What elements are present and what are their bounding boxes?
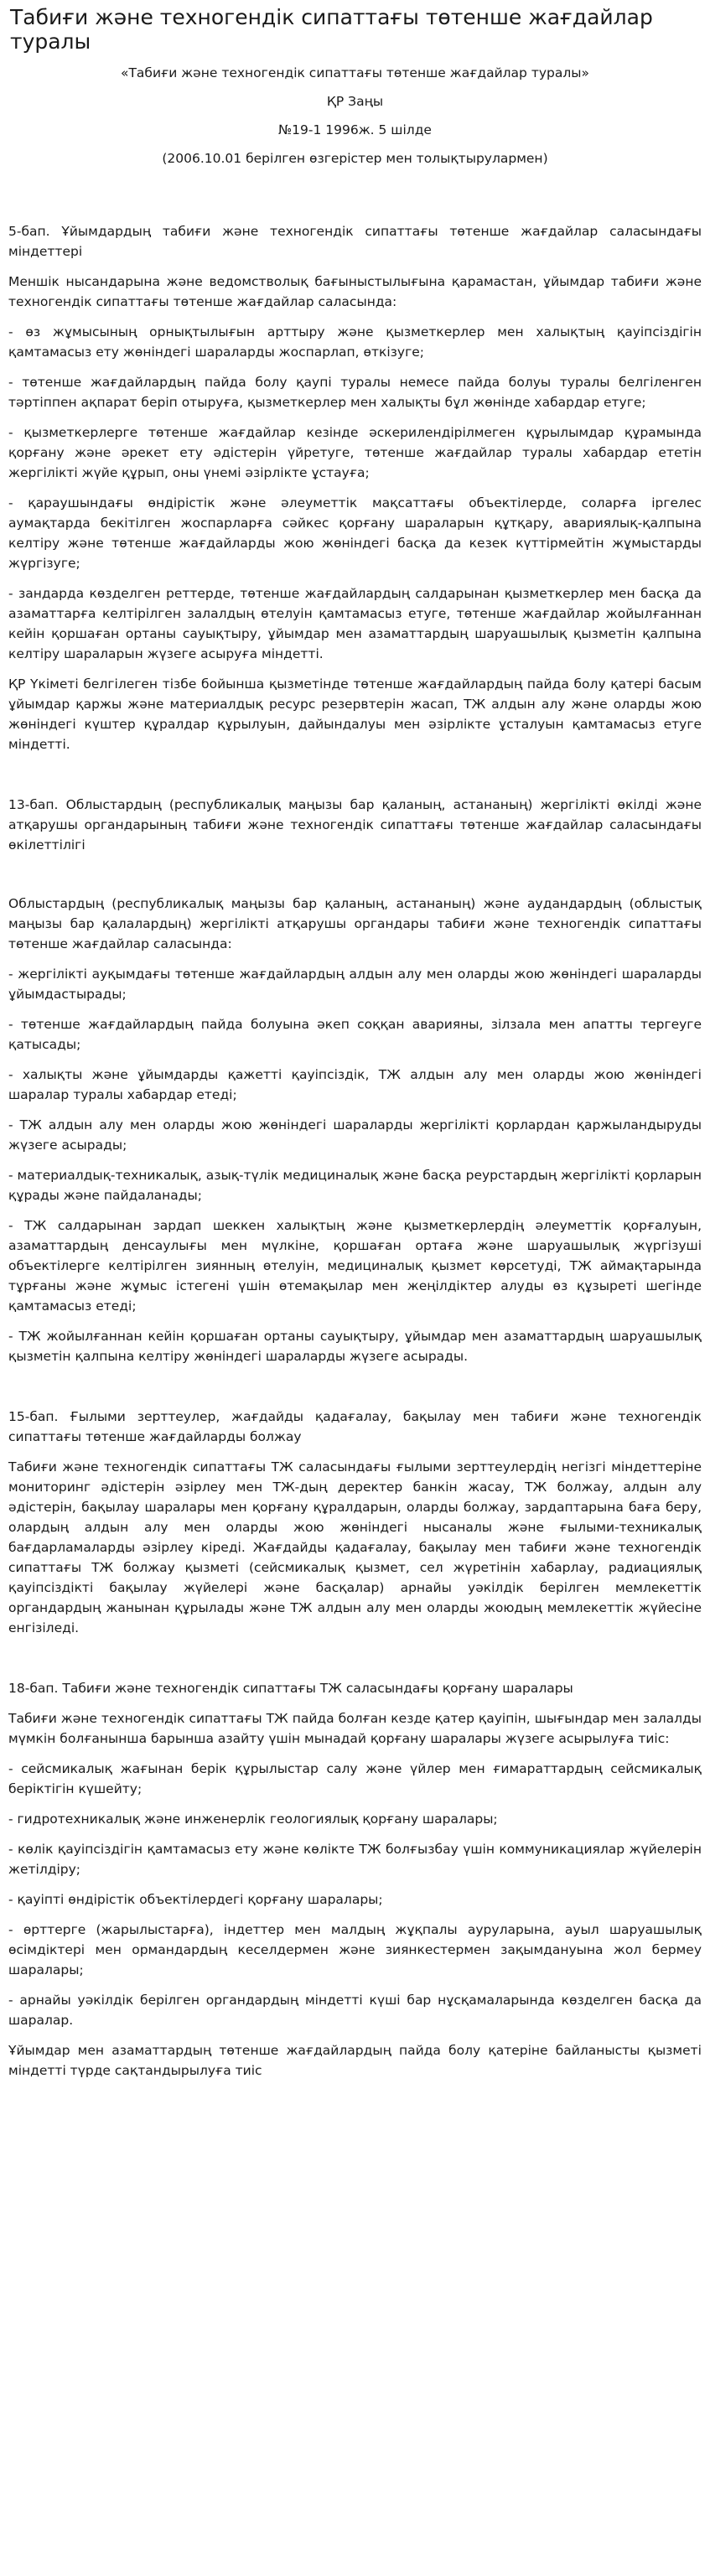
article-paragraph: - сейсмикалық жағынан берік құрылыстар салу және үйлер мен ғимараттардың сейсмикалық беріктігін күшейту; (8, 1761, 702, 1796)
article-paragraph: - өрттерге (жарылыстарға), індеттер мен малдың жұқпалы ауруларына, ауыл шаруашылық өсімдіктері мен ормандардың кеселдермен және зиянкестермен зақымдануына жол бермеу шаралары; (8, 1922, 702, 1977)
article-paragraph: - материалдық-техникалық, азық-түлік медициналық және басқа реурстардың жергілікті қорларын құрады және пайдаланады; (8, 1168, 702, 1203)
article-section (8, 795, 702, 1366)
article-title: 18-бап. Табиғи және техногендік сипаттағы ТЖ саласындағы қорғану шаралары (8, 1681, 573, 1696)
article-paragraph: - төтенше жағдайлардың пайда болуына әкеп соққан аварияны, зілзала мен апатты тергеуге қатысады; (8, 1017, 702, 1052)
article-paragraph: - қауіпті өндірістік объектілердегі қорғану шаралары; (8, 1892, 383, 1907)
article-paragraph: - ТЖ алдын алу мен оларды жою жөніндегі шараларды жергілікті қорлардан қаржыландыруды жүзеге асырады; (8, 1117, 702, 1153)
article-title: 13-бап. Облыстардың (республикалық маңызы бар қаланың, астананың) жергілікті өкілді және атқарушы органдарының табиғи және техногендік сипаттағы төтенше жағдайлар саласындағы өкілеттілігі (8, 797, 702, 853)
article-paragraph: - жергілікті ауқымдағы төтенше жағдайлардың алдын алу мен оларды жою жөніндегі шараларды ұйымдастырады; (8, 967, 702, 1002)
law-type-line: ҚР Заңы (326, 94, 384, 109)
article-title: 15-бап. Ғылыми зерттеулер, жағдайды қадағалау, бақылау мен табиғи және техногендік сипаттағы төтенше жағдайларды болжау (8, 1409, 702, 1444)
article-section (8, 221, 702, 754)
law-amendments-line: (2006.10.01 берілген өзгерістер мен толықтырулармен) (162, 151, 548, 166)
law-number-date-line: №19-1 1996ж. 5 шілде (278, 122, 432, 137)
article-paragraph: - қызметкерлерге төтенше жағдайлар кезінде әскерилендірілмеген құрылымдар құрамында қорғану және әрекет ету әдістерін үйретуге, төтенше жағдайлар туралы хабардар ететін жергілікті жүйе құрып, оны үнемі әзірлікте ұстауға; (8, 425, 702, 480)
document-header (8, 64, 702, 168)
page-title: Табиғи және техногендік сипаттағы төтенше жағдайлар туралы (10, 5, 653, 54)
article-paragraph: - зандарда көзделген реттерде, төтенше жағдайлардың салдарынан қызметкерлер мен басқа да азаматтарға келтірілген залалдың өтелуін қамтамасыз етуге, төтенше жағдайлар жойылғаннан кейін қоршаған ортаны сауықтыру, ұйымдар мен азаматтардың шаруашылық қызметін қалпына келтіру шараларын жүзеге асыруға міндетті. (8, 586, 702, 661)
article-paragraph: - көлік қауіпсіздігін қамтамасыз ету және көлікте ТЖ болғызбау үшін коммуникациялар жүйелерін жетілдіру; (8, 1842, 702, 1877)
article-paragraph: Меншік нысандарына және ведомстволық бағыныстылығына қарамастан, ұйымдар табиғи және техногендік сипаттағы төтенше жағдайлар саласында: (8, 274, 702, 309)
article-paragraph: - ТЖ жойылғаннан кейін қоршаған ортаны сауықтыру, ұйымдар мен азаматтардың шаруашылық қызметін қалпына келтіру жөніндегі шараларды жүзеге асырады. (8, 1329, 702, 1364)
article-paragraph: Табиғи және техногендік сипаттағы ТЖ саласындағы ғылыми зерттеулердің негізгі міндеттеріне мониторинг әдістерін әзірлеу мен ТЖ-дың деректер банкін жасау, ТЖ болжау, алдын алу әдістерін, бақылау шаралары мен қорғану құралдарын, оларды болжау, зардаптарына баға беру, олардың алдын алу мен оларды жою жөніндегі нысаналы және ғылыми-техникалық бағдарламаларды әзірлеу кіреді. Жағдайды қадағалау, бақылау мен табиғи және техногендік сипаттағы ТЖ болжау қызметі (сейсмикалық қызмет, сел жүретінін хабарлау, радиациялық қауіпсіздікті бақылау жүйелері және басқалар) арнайы уәкілдік берілген мемлекеттік органдардың жанынан құрылады және ТЖ алдын алу мен оларды жоюдың мемлекеттік жүйесіне енгізіледі. (8, 1459, 702, 1635)
article-paragraph: - арнайы уәкілдік берілген органдардың міндетті күші бар нұсқамаларында көзделген басқа да шаралар. (8, 1993, 702, 2028)
article-paragraph: - ТЖ салдарынан зардап шеккен халықтың және қызметкерлердің әлеуметтік қорғалуын, азаматтардың денсаулығы мен мүлкіне, қоршаған ортаға және шаруашылық жүргізуші объектілерге келтірілген зиянның өтелуін, медициналық қызмет көрсетуді, ТЖ аймақтарында тұрғаны және жұмыс істегені үшін өтемақылар мен жеңілдіктер алуды өз құзыреті шегінде қамтамасыз етеді; (8, 1218, 702, 1314)
article-paragraph: Облыстардың (республикалық маңызы бар қаланың, астананың) және аудандардың (облыстық маңызы бар қалалардың) жергілікті атқарушы органдары табиғи және техногендік сипаттағы төтенше жағдайлар саласында: (8, 896, 702, 951)
article-section (8, 1407, 702, 1638)
article-paragraph: - гидротехникалық және инженерлік геологиялық қорғану шаралары; (8, 1811, 498, 1827)
article-paragraph: - қараушындағы өндірістік және әлеуметтік мақсаттағы объектілерде, соларға іргелес аумақтарда бекітілген жоспарларға сәйкес қорғану шараларын құтқару, авариялық-қалпына келтіру және төтенше жағдайларды жою жөніндегі басқа да кезек күттірмейтін жұмыстарды жүргізуге; (8, 495, 702, 571)
article-title: 5-бап. Ұйымдардың табиғи және техногендік сипаттағы төтенше жағдайлар саласындағы міндеттері (8, 224, 702, 259)
article-paragraph: - төтенше жағдайлардың пайда болу қаупі туралы немесе пайда болуы туралы белгіленген тәртіппен ақпарат беріп отыруға, қызметкерлер мен халықты бұл жөнінде хабардар етуге; (8, 375, 702, 410)
article-paragraph: - өз жұмысының орнықтылығын арттыру және қызметкерлер мен халықтың қауіпсіздігін қамтамасыз ету жөніндегі шараларды жоспарлап, өткізуге; (8, 324, 702, 360)
article-section (8, 1678, 702, 2081)
law-name-line: «Табиғи және техногендік сипаттағы төтенше жағдайлар туралы» (120, 65, 589, 80)
article-paragraph: - халықты және ұйымдарды қажетті қауіпсіздік, ТЖ алдын алу мен оларды жою жөніндегі шаралар туралы хабардар етеді; (8, 1067, 702, 1102)
article-paragraph: Ұйымдар мен азаматтардың төтенше жағдайлардың пайда болу қатеріне байланысты қызметі міндетті түрде сақтандырылуға тиіс (8, 2043, 702, 2078)
article-paragraph: ҚР Үкіметі белгілеген тізбе бойынша қызметінде төтенше жағдайлардың пайда болу қатері басым ұйымдар қаржы және материалдық ресурс резервтерін жасап, ТЖ алдын алу және оларды жою жөніндегі күштер құралдар құрылуын, дайындалуы мен әзірлікте ұсталуын қамтамасыз етуге міндетті. (8, 676, 702, 752)
article-paragraph: Табиғи және техногендік сипаттағы ТЖ пайда болған кезде қатер қауіпін, шығындар мен залалды мүмкін болғанынша барынша азайту үшін мынадай қорғану шаралары жүзеге асырылуға тиіс: (8, 1711, 702, 1746)
